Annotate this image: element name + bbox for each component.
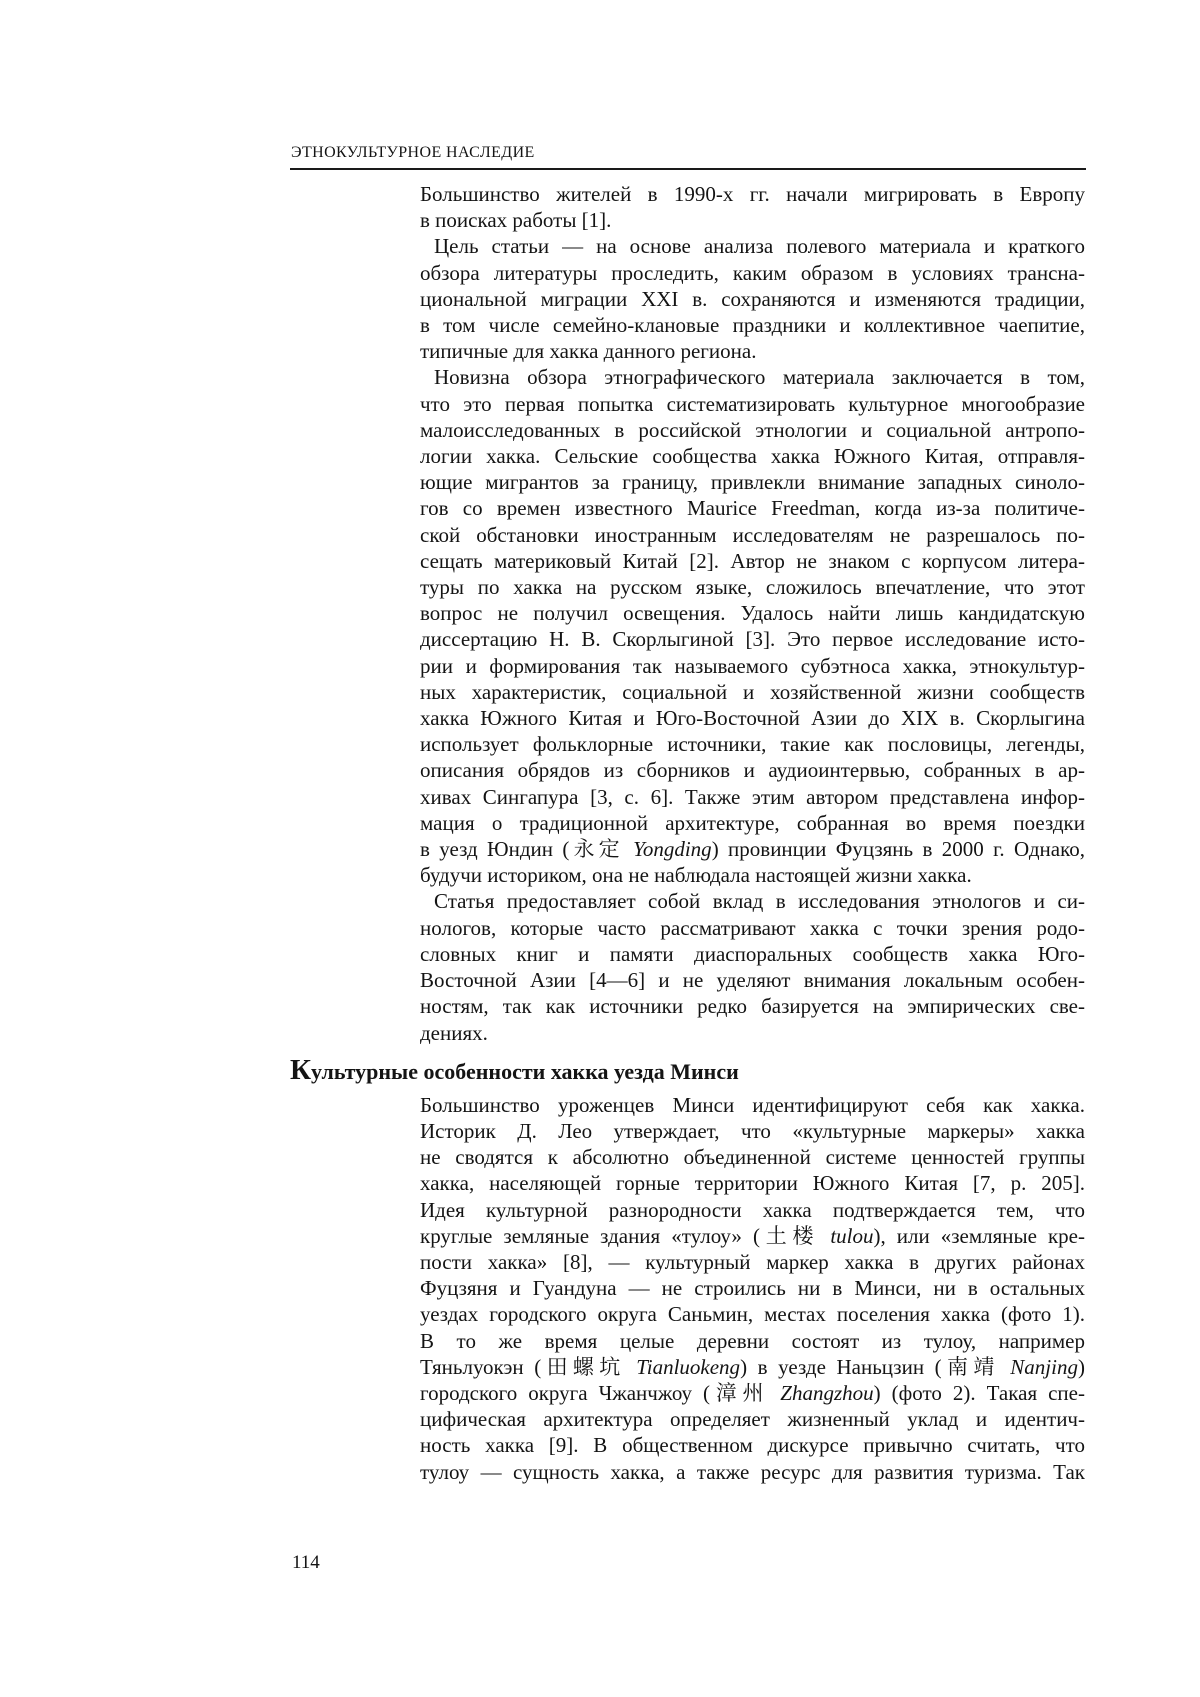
- text-line: [420, 836, 1085, 862]
- text-segment: цифическая архитектура определяет жизненный уклад и идентич-: [420, 1407, 1085, 1432]
- text-segment: вопрос не получил освещения. Удалось найти лишь кандидатскую: [420, 601, 1085, 626]
- text-line: [420, 495, 1085, 521]
- text-line: [420, 784, 1085, 810]
- text-line: [420, 574, 1085, 600]
- text-line: [420, 1459, 1085, 1485]
- text-segment: В то же время целые деревни состоят из тулоу, например: [420, 1328, 1085, 1353]
- text-segment: что это первая попытка систематизировать культурное многообразие: [420, 391, 1085, 416]
- text-segment: циональной миграции XXI в. сохраняются и изменяются традиции,: [420, 286, 1085, 311]
- paragraph: [420, 181, 1085, 233]
- text-line: [420, 181, 1085, 207]
- text-segment: ность хакка [9]. В общественном дискурсе привычно считать, что: [420, 1433, 1085, 1458]
- text-segment: ющие мигрантов за границу, привлекли внимание западных синоло-: [420, 470, 1085, 495]
- text-segment: не сводятся к абсолютно объединенной системе ценностей группы: [420, 1145, 1085, 1170]
- text-segment: ) в уезде Наньцзин (南靖: [740, 1354, 1011, 1379]
- text-line: [420, 731, 1085, 757]
- text-line: [420, 1092, 1085, 1118]
- header-rule: [290, 168, 1086, 170]
- text-line: [420, 705, 1085, 731]
- text-segment: тулоу — сущность хакка, а также ресурс для развития туризма. Так: [420, 1459, 1085, 1484]
- text-segment: гов со времен известного Maurice Freedman, когда из-за политиче-: [420, 496, 1085, 521]
- italic-text: tulou: [830, 1223, 874, 1248]
- text-line: [420, 810, 1085, 836]
- text-line: [420, 233, 1085, 259]
- text-line: [420, 941, 1085, 967]
- text-line: [420, 757, 1085, 783]
- italic-text: Zhangzhou: [780, 1380, 874, 1405]
- text-line: [420, 993, 1085, 1019]
- text-segment: словных книг и памяти диаспоральных сообществ хакка Юго-: [420, 941, 1085, 966]
- paragraph: [420, 1092, 1085, 1485]
- text-line: [420, 260, 1085, 286]
- text-line: [420, 338, 1085, 364]
- text-segment: будучи историком, она не наблюдала настоящей жизни хакка.: [420, 863, 972, 888]
- text-segment: Историк Д. Лео утверждает, что «культурные маркеры» хакка: [420, 1118, 1085, 1143]
- text-line: [420, 1223, 1085, 1249]
- text-segment: пости хакка» [8], — культурный маркер хакка в других районах: [420, 1249, 1085, 1274]
- italic-text: Yongding: [633, 837, 712, 862]
- text-line: [420, 967, 1085, 993]
- text-line: [420, 679, 1085, 705]
- text-line: [420, 1020, 1085, 1046]
- italic-text: Tianluokeng: [636, 1354, 741, 1379]
- text-segment: Цель статьи — на основе анализа полевого материала и краткого: [434, 234, 1085, 259]
- text-segment: хивах Сингапура [3, с. 6]. Также этим автором представлена инфор-: [420, 784, 1085, 809]
- text-line: [420, 207, 1085, 233]
- italic-text: Nanjing: [1010, 1354, 1078, 1379]
- text-segment: типичные для хакка данного региона.: [420, 339, 757, 364]
- text-line: [420, 1301, 1085, 1327]
- text-segment: хакка Южного Китая и Юго-Восточной Азии до XIX в. Скорлыгина: [420, 706, 1085, 731]
- text-line: [420, 312, 1085, 338]
- text-segment: Статья предоставляет собой вклад в исследования этнологов и си-: [434, 889, 1085, 914]
- text-line: [420, 653, 1085, 679]
- text-segment: в уезд Юндин (永定: [420, 837, 634, 862]
- text-line: [420, 391, 1085, 417]
- text-segment: нологов, которые часто рассматривают хакка с точки зрения родо-: [420, 915, 1085, 940]
- text-segment: сещать материковый Китай [2]. Автор не знаком с корпусом литера-: [420, 548, 1085, 573]
- paragraph: [420, 888, 1085, 1045]
- text-segment: дениях.: [420, 1020, 488, 1045]
- text-segment: обзора литературы проследить, каким образом в условиях трансна-: [420, 260, 1085, 285]
- text-segment: круглые земляные здания «тулоу» (土楼: [420, 1223, 831, 1248]
- text-line: [420, 469, 1085, 495]
- text-line: [420, 443, 1085, 469]
- text-line: [420, 1406, 1085, 1432]
- text-segment: ) провинции Фуцзянь в 2000 г. Однако,: [711, 837, 1085, 862]
- text-segment: Большинство жителей в 1990-х гг. начали мигрировать в Европу: [420, 182, 1085, 206]
- text-segment: рии и формирования так называемого субэтноса хакка, этнокультур-: [420, 653, 1085, 678]
- document-body: [290, 181, 1085, 1485]
- text-segment: описания обрядов из сборников и аудиоинтервью, собранных в ар-: [420, 758, 1085, 783]
- text-segment: ностям, так как источники редко базируется на эмпирических све-: [420, 994, 1085, 1019]
- text-segment: туры по хакка на русском языке, сложилось впечатление, что этот: [420, 575, 1085, 600]
- text-line: [420, 1275, 1085, 1301]
- text-segment: уездах городского округа Саньмин, местах поселения хакка (фото 1).: [420, 1302, 1085, 1327]
- text-line: [420, 286, 1085, 312]
- text-segment: Восточной Азии [4—6] и не уделяют внимания локальным особен-: [420, 968, 1085, 993]
- text-line: [420, 915, 1085, 941]
- text-line: [420, 600, 1085, 626]
- paragraph: [420, 233, 1085, 364]
- page-number: 114: [292, 1552, 320, 1573]
- text-segment: использует фольклорные источники, такие как пословицы, легенды,: [420, 732, 1085, 757]
- text-segment: Фуцзяня и Гуандуна — не строились ни в Минси, ни в остальных: [420, 1276, 1085, 1301]
- text-line: [420, 364, 1085, 390]
- text-line: [420, 862, 1085, 888]
- text-segment: Новизна обзора этнографического материала заключается в том,: [434, 365, 1085, 390]
- text-line: [420, 1380, 1085, 1406]
- text-line: [420, 1170, 1085, 1196]
- paragraph: [420, 364, 1085, 888]
- text-line: [420, 1328, 1085, 1354]
- text-line: [420, 417, 1085, 443]
- text-segment: городского округа Чжанчжоу (漳州: [420, 1380, 781, 1405]
- text-segment: ) (фото 2). Такая спе-: [873, 1380, 1085, 1405]
- text-segment: Идея культурной разнородности хакка подтверждается тем, что: [420, 1197, 1085, 1222]
- text-segment: ных характеристик, социальной и хозяйственной жизни сообществ: [420, 679, 1085, 704]
- text-line: [420, 1432, 1085, 1458]
- text-line: [420, 626, 1085, 652]
- text-line: [420, 1144, 1085, 1170]
- text-line: [420, 888, 1085, 914]
- text-line: [420, 548, 1085, 574]
- text-segment: хакка, населяющей горные территории Южного Китая [7, p. 205].: [420, 1171, 1085, 1196]
- text-segment: в поисках работы [1].: [420, 208, 612, 233]
- text-segment: Большинство уроженцев Минси идентифицируют себя как хакка.: [420, 1092, 1085, 1117]
- running-header: ЭТНОКУЛЬТУРНОЕ НАСЛЕДИЕ: [291, 144, 535, 161]
- section-heading: Культурные особенности хакка уезда Минси: [290, 1053, 739, 1086]
- text-line: [420, 1354, 1085, 1380]
- text-segment: ): [1077, 1354, 1085, 1379]
- text-segment: ), или «земляные кре-: [873, 1223, 1085, 1248]
- text-segment: малоисследованных в российской этнологии и социальной антропо-: [420, 417, 1085, 442]
- text-line: [420, 1197, 1085, 1223]
- text-segment: Тяньлуокэн (田螺坑: [420, 1354, 637, 1379]
- text-segment: диссертацию Н. В. Скорлыгиной [3]. Это первое исследование исто-: [420, 627, 1085, 652]
- text-segment: логии хакка. Сельские сообщества хакка Южного Китая, отправля-: [420, 444, 1085, 469]
- text-segment: мация о традиционной архитектуре, собранная во время поездки: [420, 810, 1085, 835]
- text-line: [420, 1118, 1085, 1144]
- text-line: [420, 1249, 1085, 1275]
- text-segment: в том числе семейно-клановые праздники и коллективное чаепитие,: [420, 313, 1085, 338]
- text-line: [420, 522, 1085, 548]
- text-segment: ской обстановки иностранным исследователям не разрешалось по-: [420, 522, 1085, 547]
